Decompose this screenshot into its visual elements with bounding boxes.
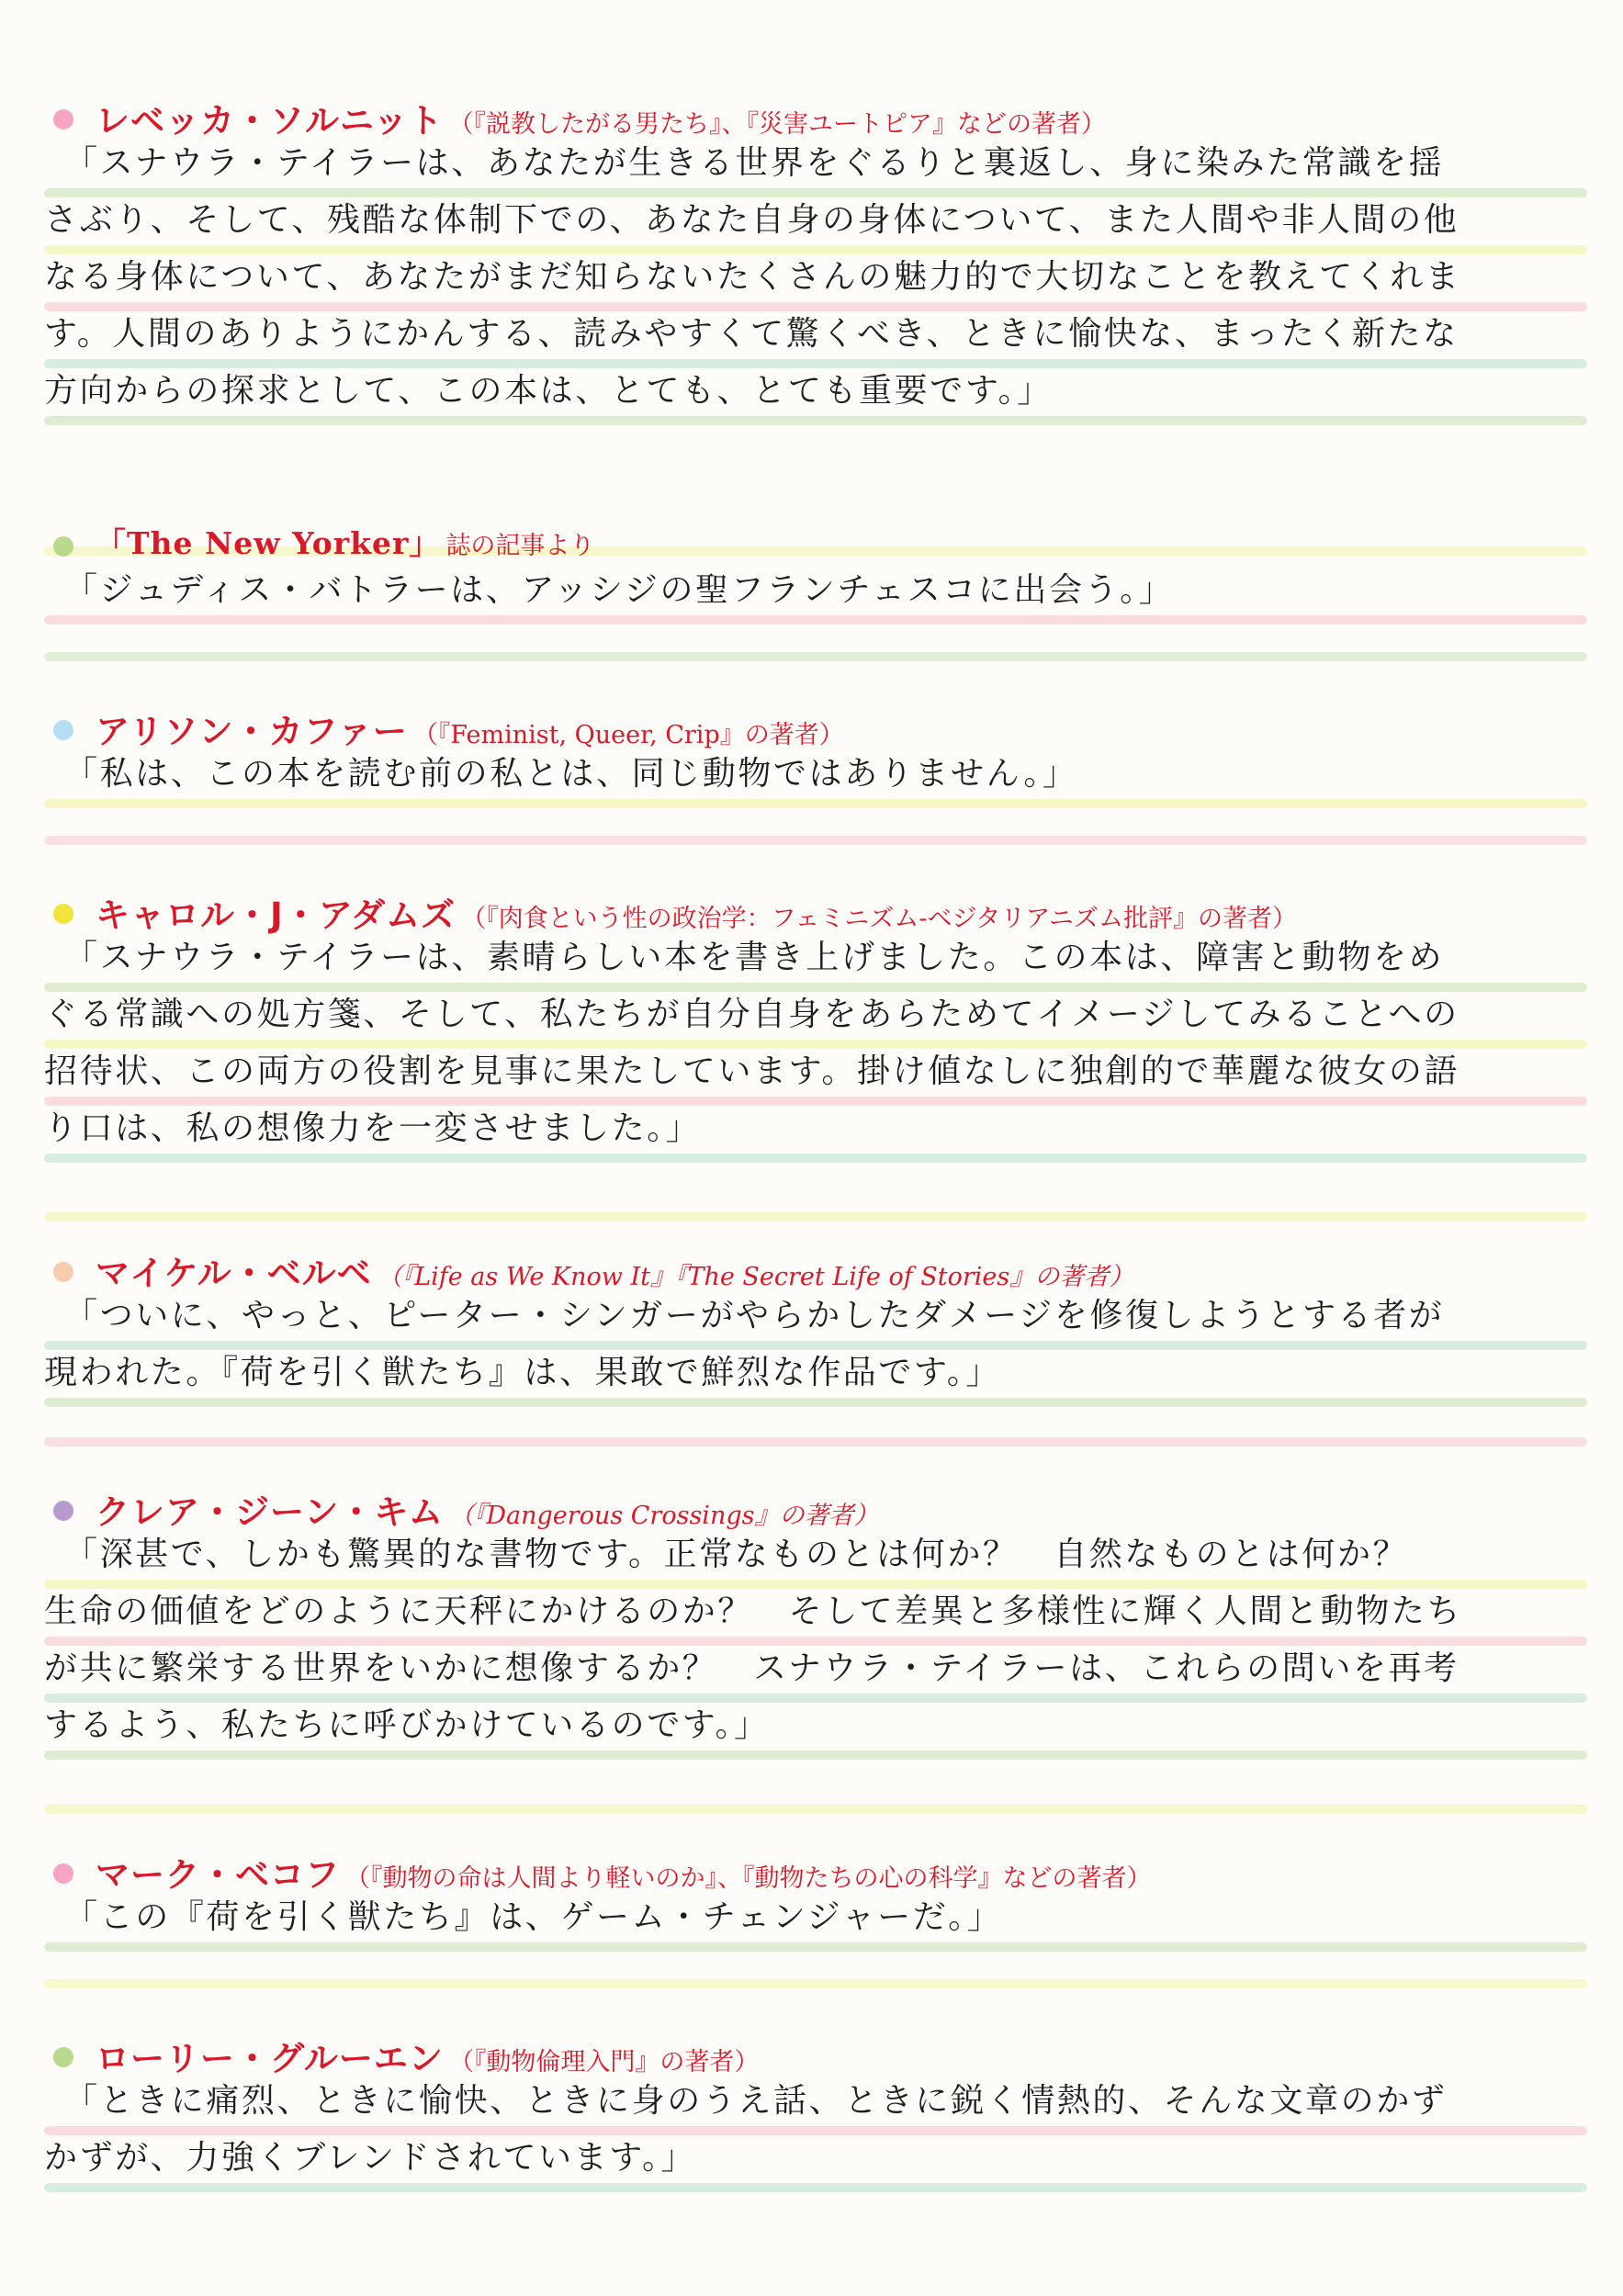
- quote-line: 生命の価値をどのように天秤にかけるのか？ そして差異と多様性に輝く人間と動物たち: [44, 1593, 1463, 1630]
- endorsement-7: [44, 1841, 1587, 1952]
- bullet-dot-icon: [53, 2047, 73, 2067]
- bullet-dot-icon: [53, 1501, 73, 1521]
- quote-line: するよう、私たちに呼びかけているのです。」: [44, 1706, 770, 1744]
- quote-line: 「私は、この本を読む前の私とは、同じ動物ではありません。」: [64, 755, 1078, 793]
- endorser-source: （『Dangerous Crossings』の著者）: [448, 1502, 879, 1530]
- bullet-dot-icon: [53, 1863, 73, 1884]
- quote-line: 方向からの探求として、この本は、とても、とても重要です。」: [44, 372, 1053, 410]
- bullet-dot-icon: [53, 904, 73, 924]
- quote-line: 「ジュディス・バトラーは、アッシジの聖フランチェスコに出会う。」: [64, 571, 1175, 609]
- endorser-name: ローリー・グルーエン: [96, 2039, 444, 2078]
- bullet-dot-icon: [53, 109, 73, 129]
- endorsement-quote: [44, 935, 1587, 1163]
- quote-line: 「この『荷を引く獣たち』は、ゲーム・チェンジャーだ。」: [64, 1898, 1003, 1936]
- endorsement-header: [44, 1841, 1587, 1895]
- endorsement-header: [44, 514, 1587, 568]
- endorser-source: （『Life as We Know It』『The Secret Life of Stories』の著者）: [377, 1263, 1134, 1291]
- quote-line: 「スナウラ・テイラーは、素晴らしい本を書き上げました。この本は、障害と動物をめ: [64, 939, 1445, 976]
- quote-line: 現われた。『荷を引く獣たち』は、果敢で鮮烈な作品です。」: [44, 1354, 1001, 1391]
- bullet-dot-icon: [53, 720, 73, 740]
- quote-line: 招待状、この両方の役割を見事に果たしています。掛け値なしに独創的で華麗な彼女の語: [44, 1052, 1460, 1090]
- quote-line: す。人間のありようにかんする、読みやすくて驚くべき、ときに愉快な、まったく新たな: [44, 315, 1459, 353]
- endorser-name: アリソン・カファー: [96, 712, 408, 751]
- endorser-name: マイケル・ベルベ: [96, 1254, 372, 1293]
- endorser-source: （『動物倫理入門』の著者）: [448, 2048, 760, 2077]
- endorsement-quote: [44, 1532, 1587, 1760]
- endorsement-quote: [44, 1895, 1587, 1952]
- quote-line: り口は、私の想像力を一変させました。」: [44, 1109, 702, 1147]
- quote-line: 「ときに痛烈、ときに愉快、ときに身のうえ話、ときに鋭く情熱的、そんな文章のかず: [64, 2082, 1448, 2120]
- endorsement-4: [44, 882, 1587, 1163]
- endorsement-1: [44, 87, 1587, 425]
- endorsement-quote: [44, 1293, 1587, 1407]
- endorser-name: 「The New Yorker」: [96, 525, 441, 561]
- endorser-source: （『動物の命は人間より軽いのか』、『動物たちの心の科学』などの著者）: [345, 1864, 1152, 1893]
- quote-line: さぶり、そして、残酷な体制下での、あなた自身の身体について、また人間や非人間の他: [44, 201, 1460, 239]
- endorsement-2: [44, 514, 1587, 625]
- endorsement-5: [44, 1240, 1587, 1407]
- quote-line: 「ついに、やっと、ピーター・シンガーがやらかしたダメージを修復しようとする者が: [64, 1297, 1445, 1334]
- endorsement-header: [44, 882, 1587, 935]
- endorsement-quote: [44, 141, 1587, 425]
- endorser-name: レベッカ・ソルニット: [96, 101, 444, 141]
- endorser-name: キャロル・J・アダムズ: [96, 895, 456, 935]
- quote-line: 「スナウラ・テイラーは、あなたが生きる世界をぐるりと裏返し、身に染みた常識を揺: [64, 144, 1445, 182]
- quote-line: が共に繁栄する世界をいかに想像するか？ スナウラ・テイラーは、これらの問いを再考: [44, 1649, 1460, 1687]
- endorsement-3: [44, 698, 1587, 808]
- endorsement-header: [44, 1240, 1587, 1293]
- endorser-source: （『肉食という性の政治学：フェミニズム‐ベジタリアニズム批評』の著者）: [461, 905, 1298, 933]
- endorsement-header: [44, 698, 1587, 751]
- bullet-dot-icon: [53, 536, 73, 557]
- endorsement-6: [44, 1479, 1587, 1760]
- quote-line: 「深甚で、しかも驚異的な書物です。正常なものとは何か？ 自然なものとは何か？: [64, 1536, 1409, 1573]
- bullet-dot-icon: [53, 1262, 73, 1282]
- endorsement-quote: [44, 2078, 1587, 2192]
- endorsement-header: [44, 1479, 1587, 1532]
- endorser-name: クレア・ジーン・キム: [96, 1492, 444, 1532]
- endorser-source: 誌の記事より: [445, 532, 595, 560]
- quote-line: かずが、力強くブレンドされています。」: [44, 2139, 697, 2177]
- endorsement-header: [44, 87, 1587, 141]
- endorser-name: マーク・ベコフ: [96, 1855, 340, 1895]
- endorsement-8: [44, 2025, 1587, 2192]
- endorsement-header: [44, 2025, 1587, 2078]
- endorser-source: （『Feminist, Queer, Crip』の著者）: [412, 721, 844, 749]
- quote-line: ぐる常識への処方箋、そして、私たちが自分自身をあらためてイメージしてみることへの: [44, 996, 1460, 1033]
- endorsement-quote: [44, 751, 1587, 808]
- endorsement-quote: [44, 568, 1587, 625]
- endorser-source: （『説教したがる男たち』、『災害ユートピア』などの著者）: [448, 110, 1107, 139]
- quote-line: なる身体について、あなたがまだ知らないたくさんの魅力的で大切なことを教えてくれま: [44, 258, 1461, 296]
